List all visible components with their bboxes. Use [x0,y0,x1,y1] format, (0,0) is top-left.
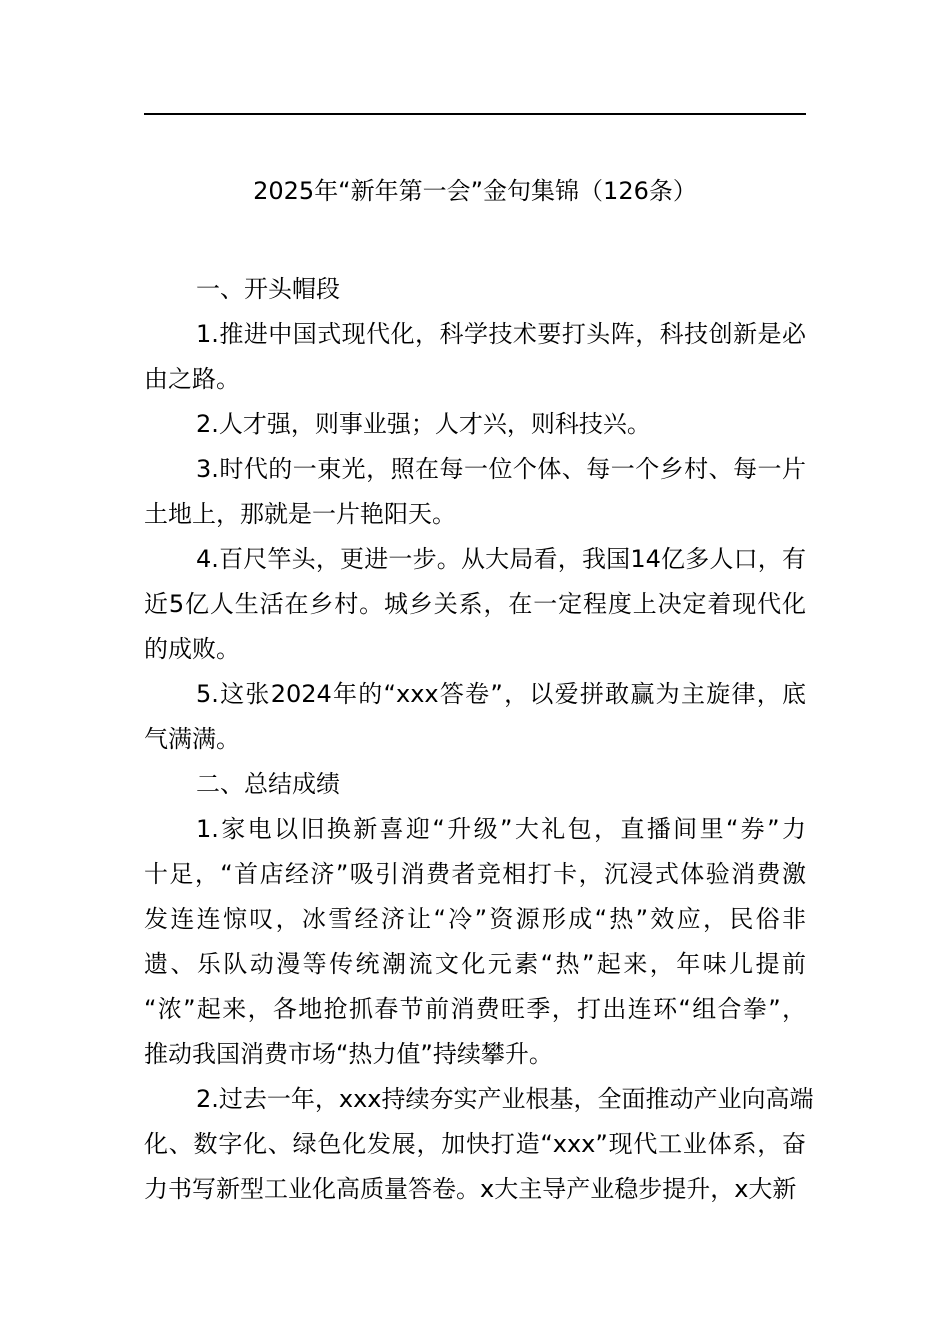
paragraph [144,312,806,402]
paragraph [144,447,806,537]
text-line: 一、开头帽段 [196,275,340,303]
text-line: 二、总结成绩 [196,770,340,798]
text-line: 气满满。 [144,725,240,753]
paragraph [144,537,806,672]
text-line: 推动我国消费市场“热力值”持续攀升。 [144,1040,553,1068]
text-line: 3.时代的一束光，照在每一位个体、每一个乡村、每一片 [196,455,806,483]
paragraph [144,807,806,1077]
text-line: 化、数字化、绿色化发展，加快打造“xxx”现代工业体系，奋 [144,1130,806,1158]
text-line: 5.这张2024年的“xxx答卷”，以爱拼敢赢为主旋律，底 [196,680,806,708]
text-line: 十足，“首店经济”吸引消费者竞相打卡，沉浸式体验消费激 [144,860,806,888]
header-rule [144,113,806,115]
text-line: 遗、乐队动漫等传统潮流文化元素“热”起来，年味儿提前 [144,950,806,978]
paragraph [144,1077,814,1212]
paragraph [144,672,806,762]
text-line: 发连连惊叹，冰雪经济让“冷”资源形成“热”效应，民俗非 [144,905,806,933]
text-line: 近5亿人生活在乡村。城乡关系，在一定程度上决定着现代化 [144,590,806,618]
document-title: 2025年“新年第一会”金句集锦（126条） [253,177,697,205]
text-line: 2.过去一年，xxx持续夯实产业根基，全面推动产业向高端 [196,1085,814,1113]
text-line: 1.推进中国式现代化，科学技术要打头阵，科技创新是必 [196,320,806,348]
text-line: 力书写新型工业化高质量答卷。x大主导产业稳步提升，x大新 [144,1175,797,1203]
section-heading [144,762,806,807]
text-line: 4.百尺竿头，更进一步。从大局看，我国14亿多人口，有 [196,545,806,573]
section-heading [144,267,806,312]
text-line: “浓”起来，各地抢抓春节前消费旺季，打出连环“组合拳”， [144,995,806,1023]
text-line: 由之路。 [144,365,240,393]
text-line: 的成败。 [144,635,240,663]
paragraph [144,402,806,447]
text-line: 2.人才强，则事业强；人才兴，则科技兴。 [196,410,651,438]
document-body [144,267,814,1212]
text-line: 土地上，那就是一片艳阳天。 [144,500,456,528]
text-line: 1.家电以旧换新喜迎“升级”大礼包，直播间里“券”力 [196,815,806,843]
